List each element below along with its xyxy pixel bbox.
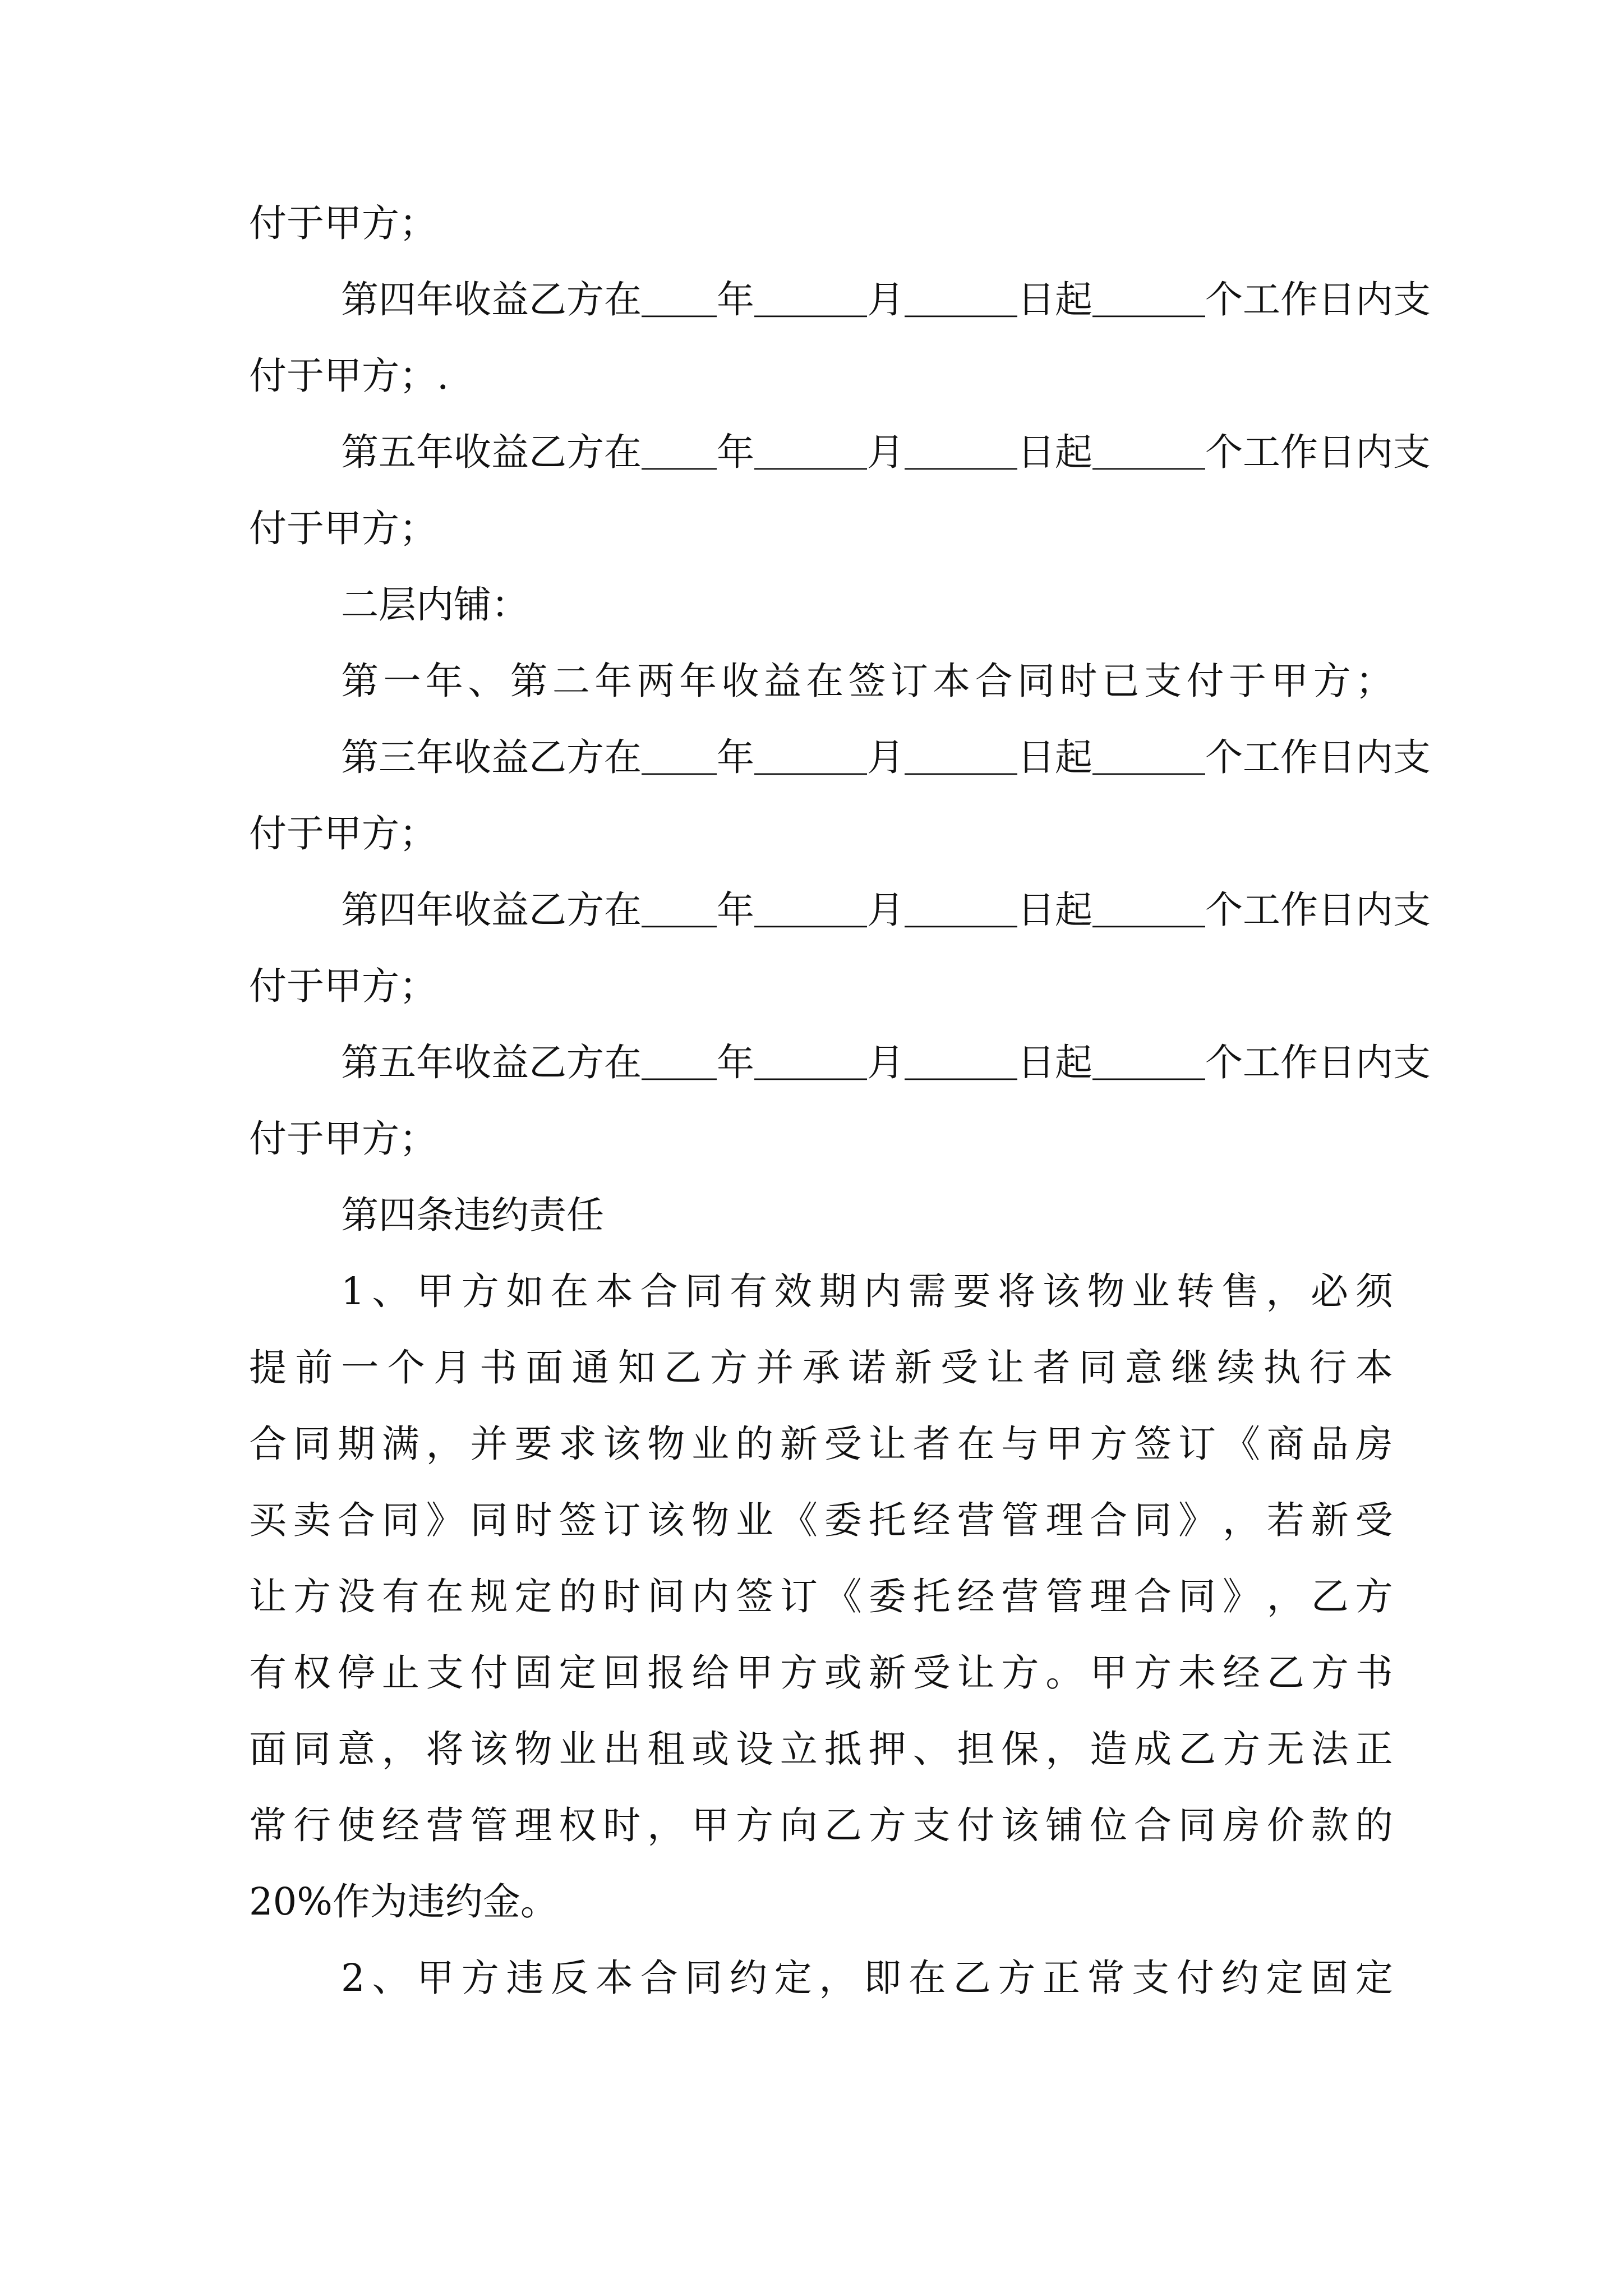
text-line: 提 前 一 个 月 书 面 通 知 乙 方 并 承 诺 新 受 让 者 同 意 继 续 执 行 本 — [249, 1346, 1393, 1389]
text-line: 付于甲方； — [249, 507, 437, 550]
article-heading: 第四条违约责任 — [341, 1193, 604, 1237]
text-line: 1 、 甲 方 如 在 本 合 同 有 效 期 内 需 要 将 该 物 业 转 售 ， 必 须 — [341, 1269, 1393, 1313]
text-line: 买 卖 合 同 》 同 时 签 订 该 物 业 《 委 托 经 营 管 理 合 同 》 ， 若 新 受 — [249, 1498, 1393, 1542]
text-line: 有 权 停 止 支 付 固 定 回 报 给 甲 方 或 新 受 让 方 。 甲 方 未 经 乙 方 书 — [249, 1651, 1393, 1695]
text-line: 第 五 年 收 益 乙 方 在 ＿ ＿ 年 ＿ ＿ ＿ 月 ＿ ＿ ＿ 日 起 ＿ ＿ ＿ 个 工 作 日 内 支 — [341, 430, 1431, 474]
text-line: 2 、 甲 方 违 反 本 合 同 约 定 ， 即 在 乙 方 正 常 支 付 约 定 固 定 — [341, 1956, 1393, 2000]
text-line: 20%作为违约金。 — [249, 1880, 558, 1924]
text-line: 第 四 年 收 益 乙 方 在 ＿ ＿ 年 ＿ ＿ ＿ 月 ＿ ＿ ＿ 日 起 ＿ ＿ ＿ 个 工 作 日 内 支 — [341, 888, 1431, 932]
text-line: 合 同 期 满 ， 并 要 求 该 物 业 的 新 受 让 者 在 与 甲 方 签 订 《 商 品 房 — [249, 1422, 1393, 1466]
text-line: 付于甲方； — [249, 1117, 437, 1161]
text-line: 第 五 年 收 益 乙 方 在 ＿ ＿ 年 ＿ ＿ ＿ 月 ＿ ＿ ＿ 日 起 ＿ ＿ ＿ 个 工 作 日 内 支 — [341, 1041, 1431, 1084]
text-line: 第 一 年 、 第 二 年 两 年 收 益 在 签 订 本 合 同 时 已 支 付 于 甲 方 ； — [341, 659, 1393, 703]
text-line: 让 方 没 有 在 规 定 的 时 间 内 签 订 《 委 托 经 营 管 理 合 同 》 ， 乙 方 — [249, 1575, 1393, 1618]
section-heading: 二层内铺： — [341, 583, 529, 627]
text-line: 付于甲方；. — [249, 354, 449, 398]
text-line: 付于甲方； — [249, 201, 437, 245]
text-line: 第 四 年 收 益 乙 方 在 ＿ ＿ 年 ＿ ＿ ＿ 月 ＿ ＿ ＿ 日 起 ＿ ＿ ＿ 个 工 作 日 内 支 — [341, 278, 1431, 321]
text-line: 付于甲方； — [249, 812, 437, 855]
text-line: 面 同 意 ， 将 该 物 业 出 租 或 设 立 抵 押 、 担 保 ， 造 成 乙 方 无 法 正 — [249, 1727, 1393, 1771]
text-line: 第 三 年 收 益 乙 方 在 ＿ ＿ 年 ＿ ＿ ＿ 月 ＿ ＿ ＿ 日 起 ＿ ＿ ＿ 个 工 作 日 内 支 — [341, 735, 1431, 779]
text-line: 付于甲方； — [249, 964, 437, 1008]
text-line: 常 行 使 经 营 管 理 权 时 ， 甲 方 向 乙 方 支 付 该 铺 位 合 同 房 价 款 的 — [249, 1803, 1393, 1847]
